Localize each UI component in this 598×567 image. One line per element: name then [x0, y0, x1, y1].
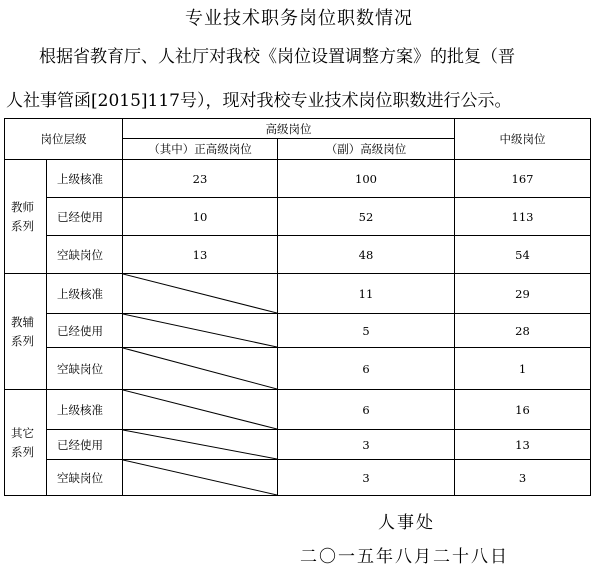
header-full-senior: （其中）正高级岗位 [123, 139, 278, 160]
signature-department: 人事处 [378, 513, 435, 533]
table-row [5, 430, 591, 460]
row-label: 上级核准 [47, 160, 123, 198]
cell-senior: 11 [278, 274, 455, 314]
diagonal-empty-cell [123, 314, 278, 348]
cell-senior: 6 [278, 348, 455, 390]
cell-senior: 100 [278, 160, 455, 198]
signature-date: 二〇一五年八月二十八日 [300, 547, 509, 567]
cell-senior: 3 [278, 430, 455, 460]
cell-full-senior: 23 [123, 160, 278, 198]
table-row [5, 274, 591, 314]
cell-senior: 52 [278, 198, 455, 236]
row-label: 已经使用 [47, 430, 123, 460]
notice-paragraph-line1: 根据省教育厅、人社厅对我校《岗位设置调整方案》的批复（晋 [39, 47, 515, 67]
group-name-auxiliary: 教辅 系列 [5, 274, 47, 390]
group-name-other: 其它 系列 [5, 390, 47, 496]
cell-middle: 16 [455, 390, 591, 430]
row-label: 空缺岗位 [47, 236, 123, 274]
cell-middle: 3 [455, 460, 591, 496]
row-label: 空缺岗位 [47, 348, 123, 390]
table-row [5, 198, 591, 236]
cell-senior: 48 [278, 236, 455, 274]
cell-full-senior: 10 [123, 198, 278, 236]
table-row [5, 460, 591, 496]
notice-paragraph-line2: 人社事管函[2015]117号），现对我校专业技术岗位职数进行公示。 [6, 91, 512, 111]
row-label: 已经使用 [47, 314, 123, 348]
diagonal-empty-cell [123, 348, 278, 390]
diagonal-empty-cell [123, 274, 278, 314]
group-name-teacher: 教师 系列 [5, 160, 47, 274]
positions-table [4, 118, 591, 496]
cell-middle: 29 [455, 274, 591, 314]
table-row [5, 390, 591, 430]
cell-full-senior: 13 [123, 236, 278, 274]
table-row [5, 348, 591, 390]
header-level: 岗位层级 [5, 119, 123, 160]
cell-senior: 6 [278, 390, 455, 430]
table-row [5, 236, 591, 274]
page-title: 专业技术职务岗位职数情况 [185, 8, 413, 29]
diagonal-empty-cell [123, 460, 278, 496]
header-deputy-senior: （副）高级岗位 [278, 139, 455, 160]
header-middle: 中级岗位 [455, 119, 591, 160]
diagonal-empty-cell [123, 390, 278, 430]
header-senior: 高级岗位 [123, 119, 455, 139]
cell-middle: 28 [455, 314, 591, 348]
cell-middle: 13 [455, 430, 591, 460]
cell-senior: 5 [278, 314, 455, 348]
cell-middle: 113 [455, 198, 591, 236]
cell-middle: 167 [455, 160, 591, 198]
table-row [5, 160, 591, 198]
cell-middle: 1 [455, 348, 591, 390]
row-label: 空缺岗位 [47, 460, 123, 496]
cell-middle: 54 [455, 236, 591, 274]
cell-senior: 3 [278, 460, 455, 496]
diagonal-empty-cell [123, 430, 278, 460]
row-label: 已经使用 [47, 198, 123, 236]
row-label: 上级核准 [47, 274, 123, 314]
table-row [5, 314, 591, 348]
row-label: 上级核准 [47, 390, 123, 430]
